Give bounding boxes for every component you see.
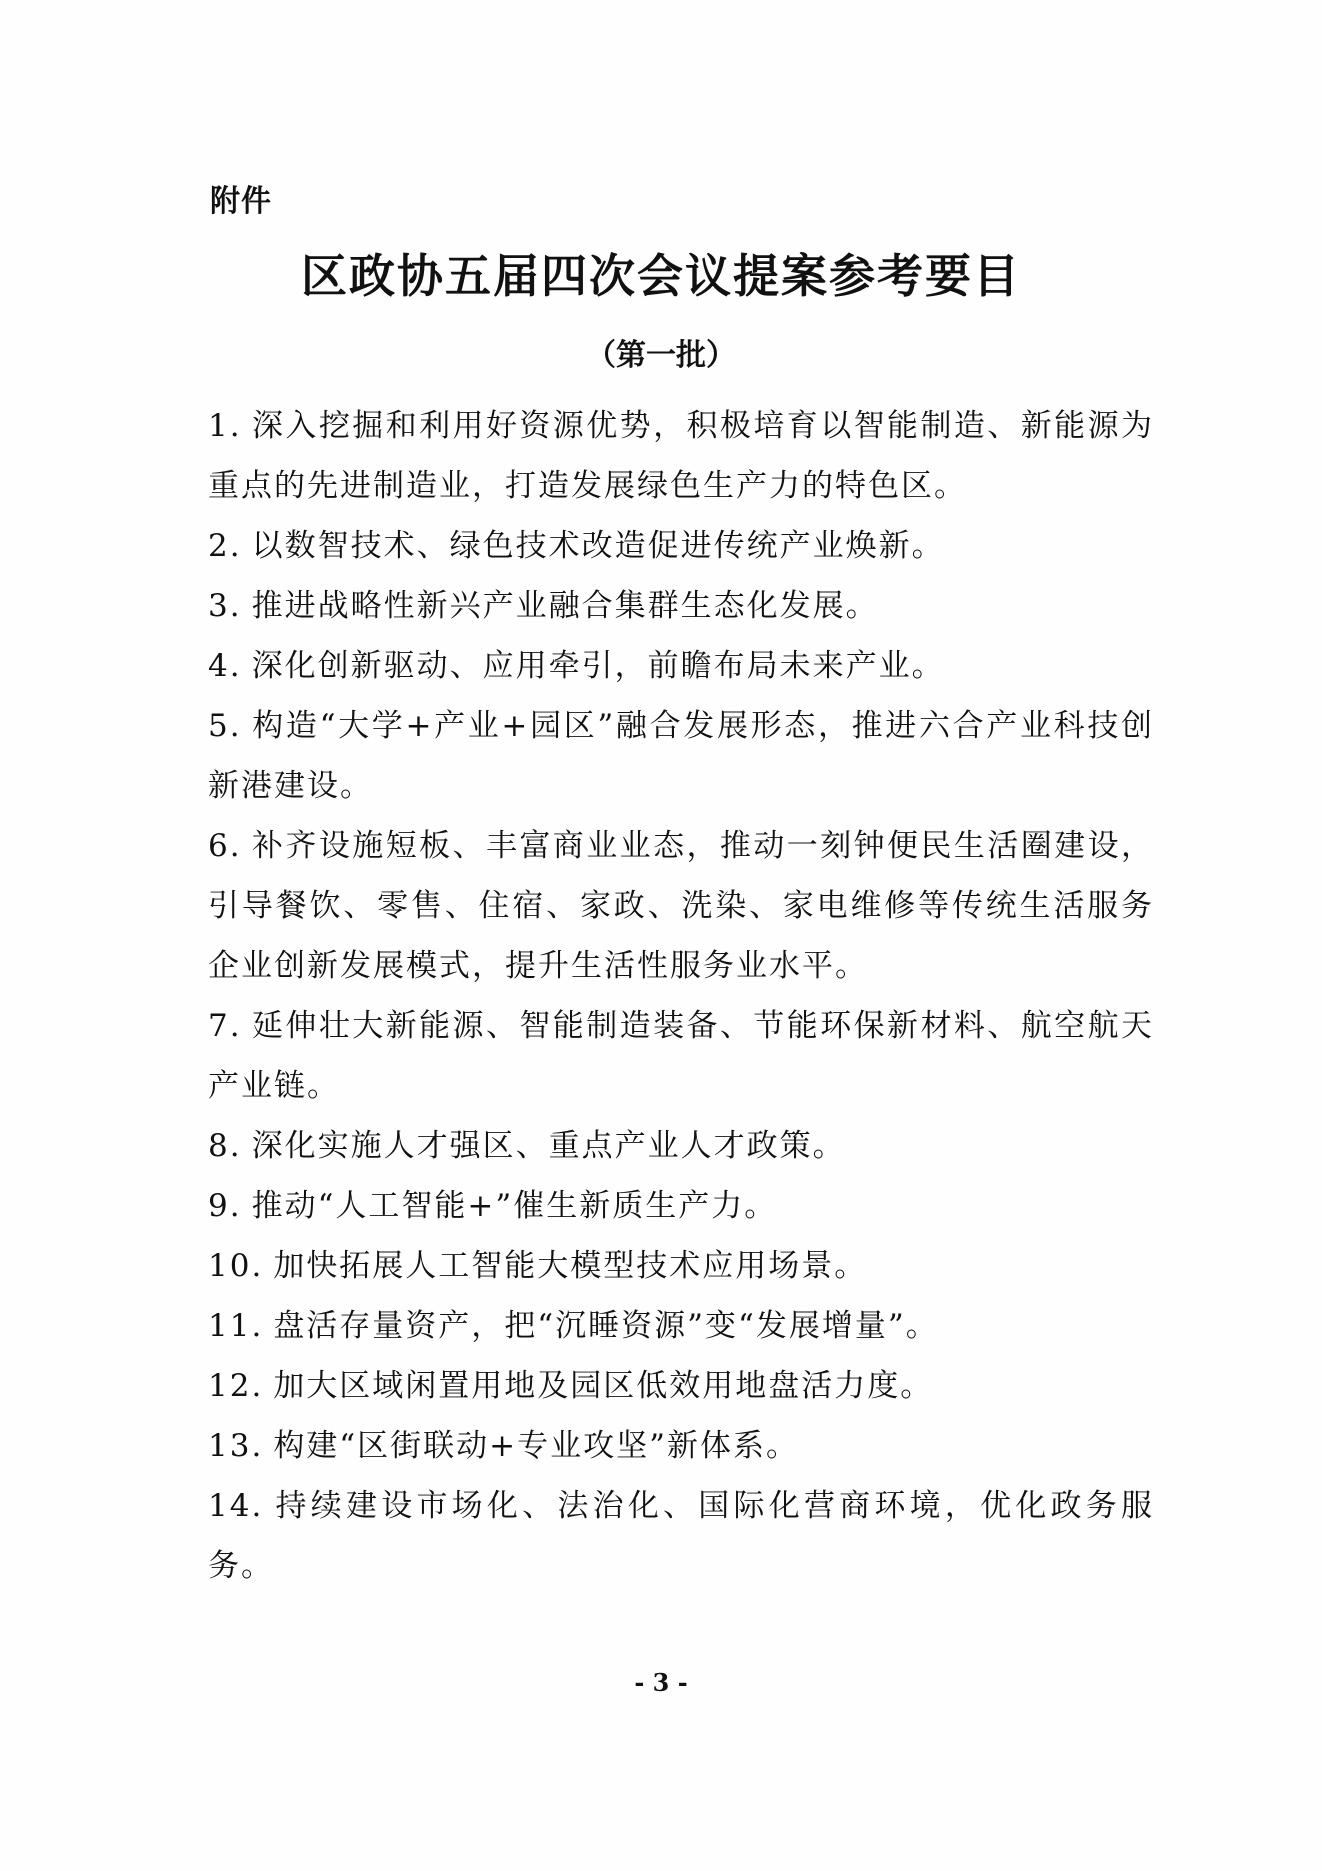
list-item [208,1356,1154,1416]
item-number: 7. [208,1008,242,1044]
item-number: 13. [208,1428,264,1464]
item-number: 10. [208,1248,264,1284]
item-number: 4. [208,648,242,684]
item-number: 3. [208,588,242,624]
document-title: 区政协五届四次会议提案参考要目 [301,249,1021,303]
list-item [208,636,1154,696]
list-item [208,1116,1154,1176]
list-item [208,996,1154,1116]
item-text: 以数智技术、绿色技术改造促进传统产业焕新。 [251,528,945,564]
item-number: 11. [208,1308,264,1344]
item-number: 9. [208,1188,242,1224]
item-text: 加快拓展人工智能大模型技术应用场景。 [273,1248,868,1284]
item-number: 5. [208,708,242,744]
item-text: 盘活存量资产，把“沉睡资源”变“发展增量”。 [273,1308,939,1344]
list-item [208,1236,1154,1296]
document-subtitle: （第一批） [586,338,736,373]
list-item [208,696,1154,816]
list-item [208,516,1154,576]
list-item [208,1296,1154,1356]
item-number: 8. [208,1128,242,1164]
item-number: 14. [208,1488,264,1524]
item-text: 构造“大学+产业+园区”融合发展形态，推进六合产业科技创新港建设。 [208,708,1154,804]
item-text: 加大区域闲置用地及园区低效用地盘活力度。 [273,1368,934,1404]
item-text: 深化实施人才强区、重点产业人才政策。 [251,1128,846,1164]
proposal-list [208,396,1154,1596]
list-item [208,1476,1154,1596]
list-item [208,816,1154,996]
item-number: 12. [208,1368,264,1404]
item-number: 2. [208,528,242,564]
list-item [208,1176,1154,1236]
item-number: 6. [208,828,242,864]
list-item [208,576,1154,636]
item-text: 推动“人工智能+”催生新质生产力。 [251,1188,778,1224]
item-number: 1. [208,408,242,444]
item-text: 构建“区街联动+专业攻坚”新体系。 [273,1428,799,1464]
item-text: 深入挖掘和利用好资源优势，积极培育以智能制造、新能源为重点的先进制造业，打造发展绿色生产力的特色区。 [208,408,1154,504]
page-number: - 3 - [634,1668,688,1697]
attachment-label: 附件 [210,184,272,219]
item-text: 补齐设施短板、丰富商业业态，推动一刻钟便民生活圈建设，引导餐饮、零售、住宿、家政、洗染、家电维修等传统生活服务企业创新发展模式，提升生活性服务业水平。 [208,828,1154,984]
list-item [208,396,1154,516]
list-item [208,1416,1154,1476]
item-text: 推进战略性新兴产业融合集群生态化发展。 [251,588,879,624]
item-text: 延伸壮大新能源、智能制造装备、节能环保新材料、航空航天产业链。 [208,1008,1154,1104]
item-text: 深化创新驱动、应用牵引，前瞻布局未来产业。 [251,648,945,684]
item-text: 持续建设市场化、法治化、国际化营商环境，优化政务服务。 [208,1488,1154,1584]
